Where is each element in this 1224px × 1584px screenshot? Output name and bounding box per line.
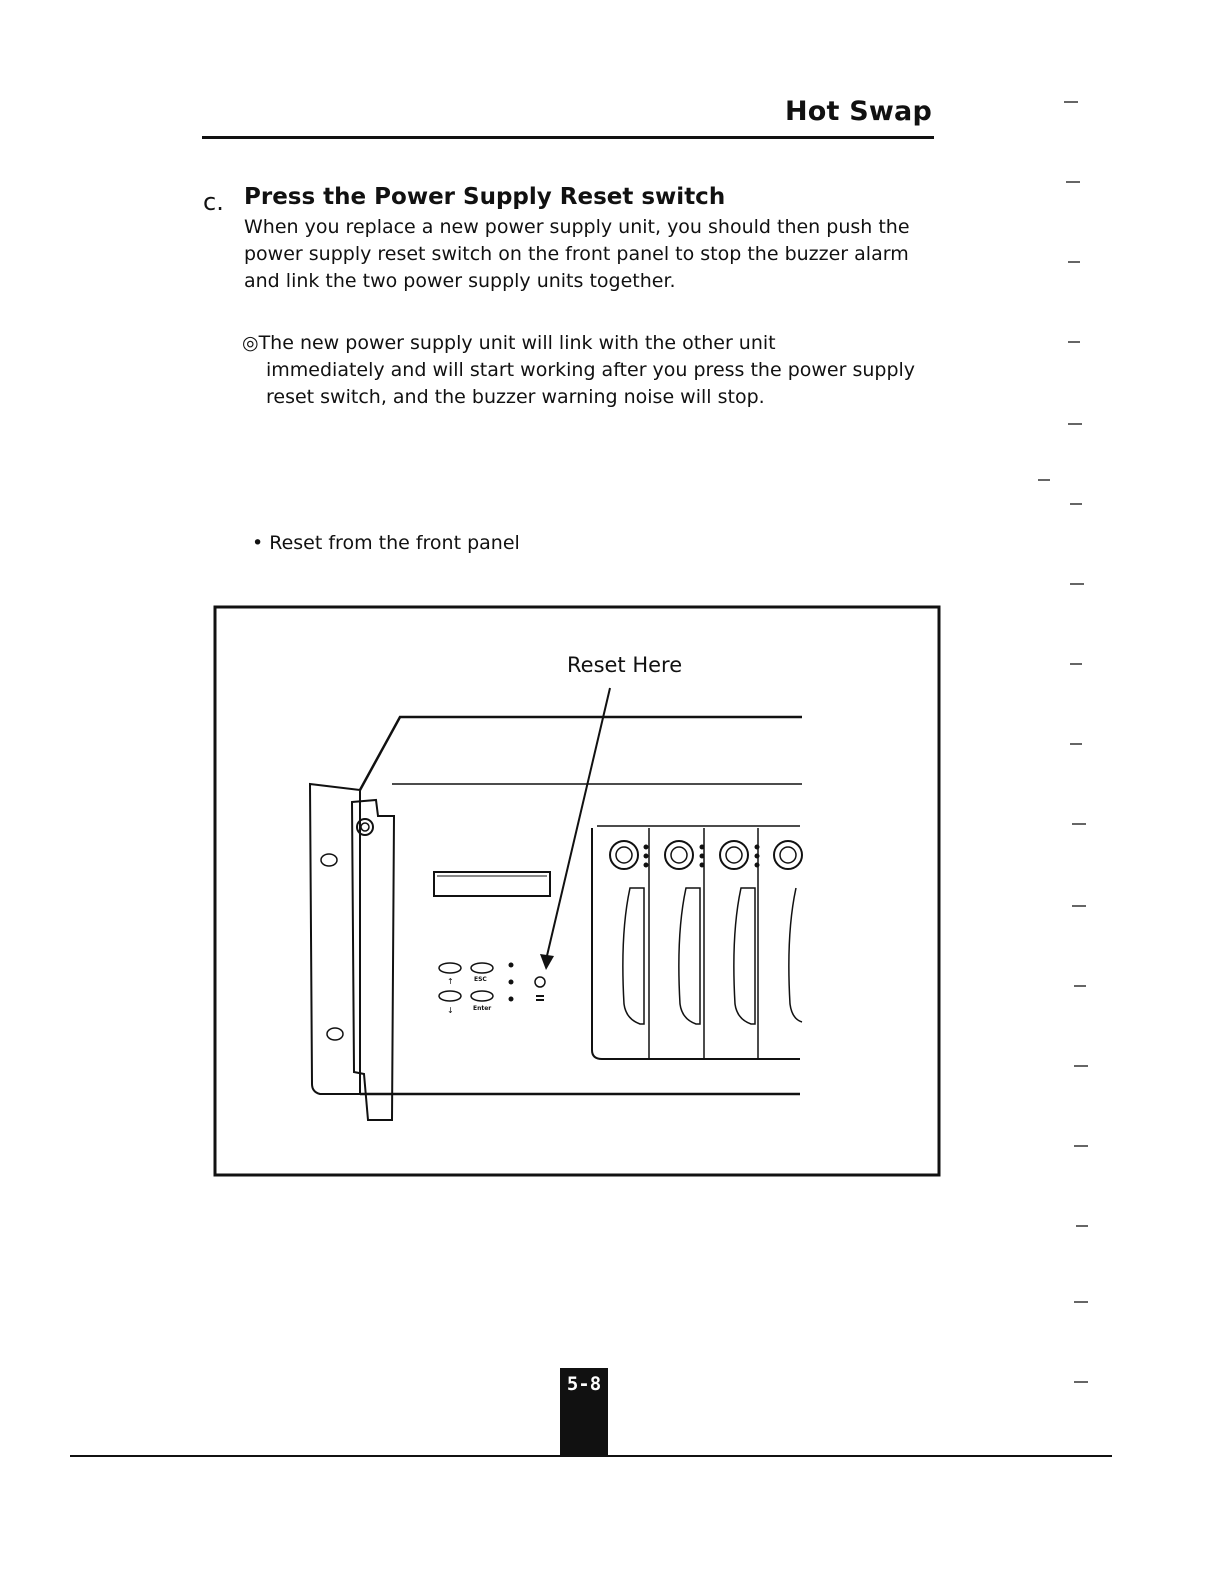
- power-supply-reset-switch: [535, 977, 545, 987]
- drive-tray-3: [720, 841, 760, 1024]
- status-led-2: [509, 980, 514, 985]
- rack-ear-hole-bottom: [327, 1028, 343, 1040]
- down-button: [439, 991, 461, 1001]
- figure-frame: [215, 607, 939, 1175]
- callout-label: Reset Here: [567, 653, 683, 677]
- up-arrow-icon: ↑: [447, 977, 454, 986]
- status-led-1: [509, 963, 514, 968]
- page-header-title: Hot Swap: [785, 96, 932, 127]
- status-led-3: [509, 997, 514, 1002]
- header-divider: [202, 136, 934, 139]
- drive-tray-4: [774, 841, 802, 1022]
- note-line-1: ◎The new power supply unit will link with the other unit: [242, 332, 776, 354]
- callout-arrow-line: [546, 688, 610, 960]
- section-heading: Press the Power Supply Reset switch: [244, 184, 726, 210]
- drive-tray-1: [610, 841, 649, 1024]
- down-arrow-icon: ↓: [447, 1006, 454, 1015]
- reset-switch-marking: [536, 995, 544, 997]
- page-number: 5-8: [566, 1373, 602, 1395]
- enter-button: [471, 991, 493, 1001]
- rack-ear-hole-top: [321, 854, 337, 866]
- section-letter: c.: [203, 188, 224, 216]
- esc-label: ESC: [474, 976, 487, 983]
- page-number-tab: [560, 1368, 608, 1456]
- drive-tray-2: [665, 841, 705, 1024]
- note-line-2: immediately and will start working after you press the power supply reset switch, and the buzzer warning noise will stop.: [266, 359, 916, 408]
- enter-label: Enter: [473, 1005, 492, 1012]
- front-panel-figure: [212, 604, 942, 1178]
- callout-arrowhead: [540, 954, 554, 970]
- note-paragraph: [242, 330, 922, 411]
- footer-divider: [70, 1455, 1112, 1457]
- front-panel-illustration: [212, 604, 942, 1178]
- bullet-item: • Reset from the front panel: [252, 532, 520, 554]
- margin-scan-marks: [1030, 80, 1110, 1400]
- instruction-paragraph: When you replace a new power supply unit, you should then push the power supply reset switch on the front panel to stop the buzzer alarm and link the two power supply units together.: [244, 216, 910, 292]
- up-button: [439, 963, 461, 973]
- chassis-top-edge: [360, 717, 802, 790]
- rack-handle: [352, 800, 394, 1120]
- esc-button: [471, 963, 493, 973]
